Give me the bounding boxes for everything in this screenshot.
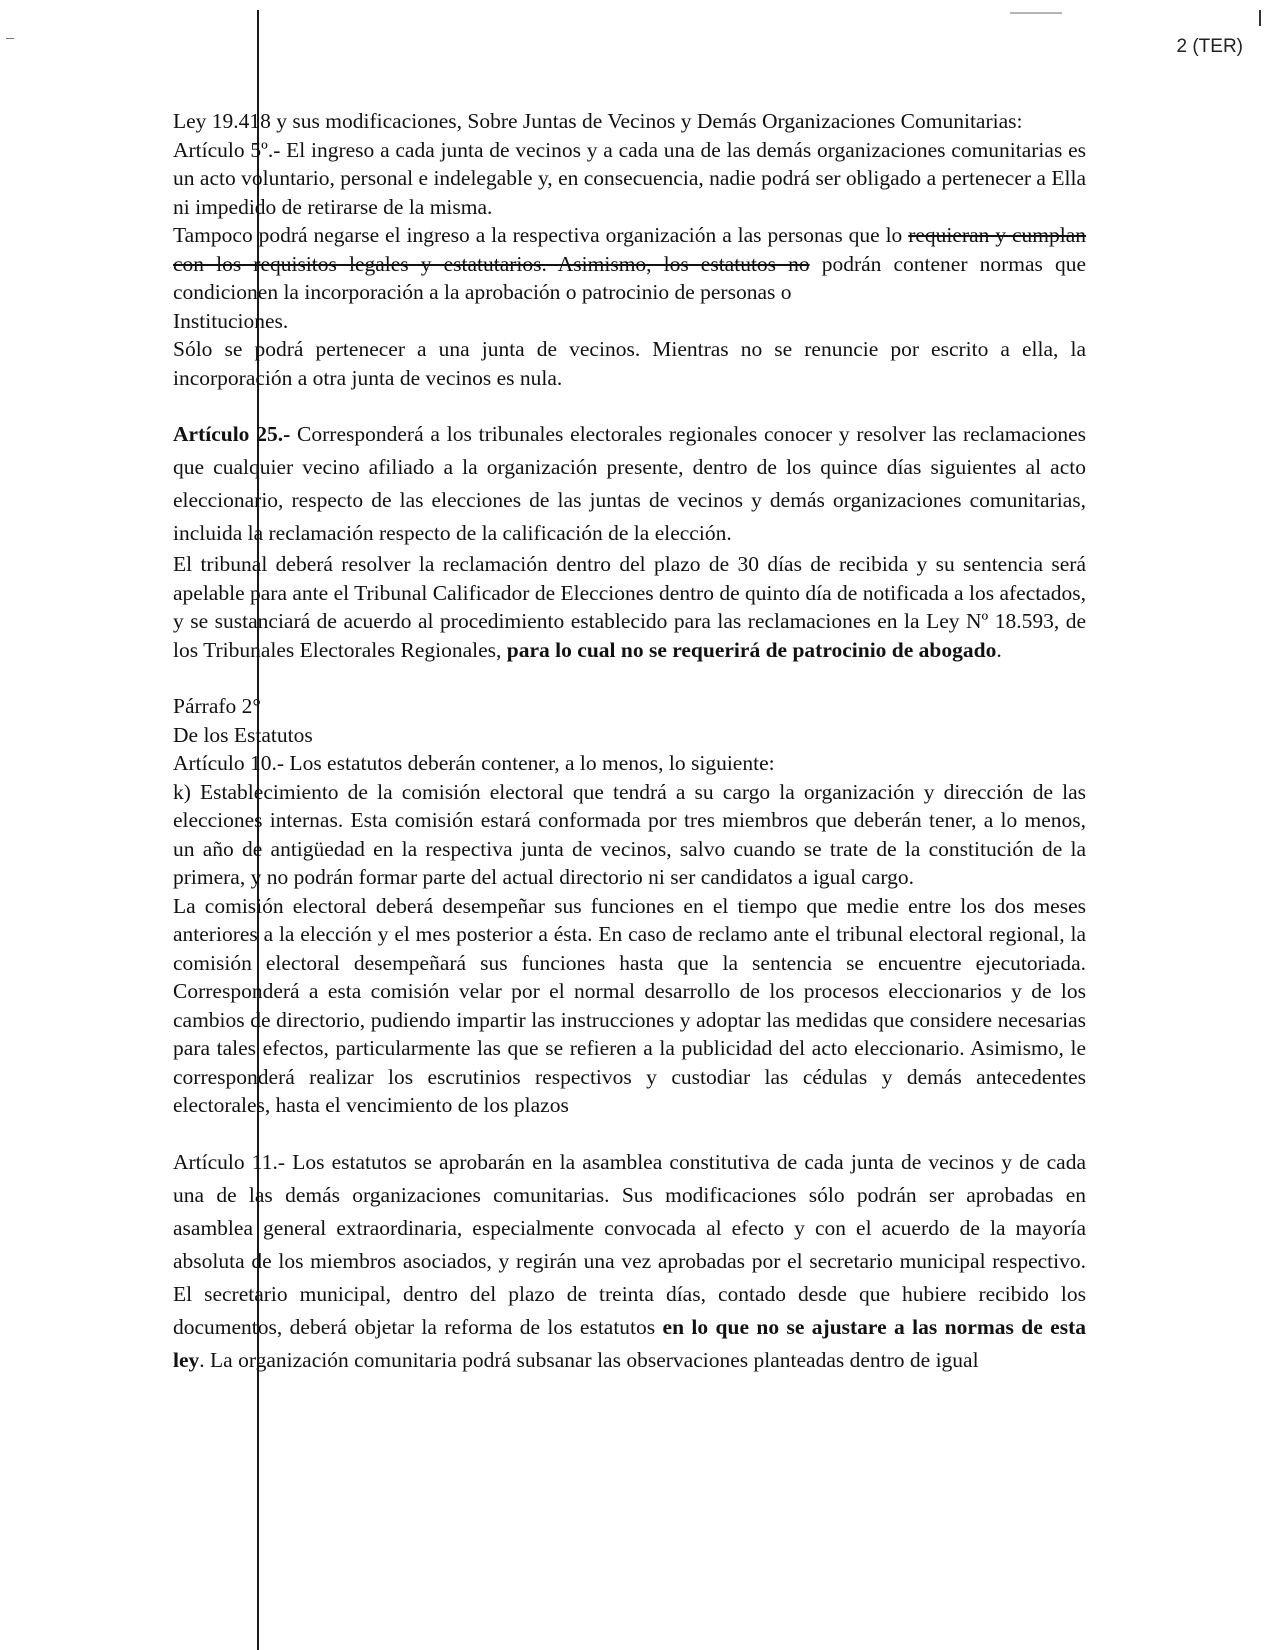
article-5-struck-text: requieran y cumplan con los requisitos legales y estatutarios. Asimismo, los estatutos no [173,223,1087,276]
spacer [173,392,1086,418]
spacer [173,1120,1086,1146]
article-25-paragraph-2 [173,550,1086,664]
article-10-paragraph-2: La comisión electoral deberá desempeñar sus funciones en el tiempo que medie entre los dos meses anteriores a la elección y el mes posterior a ésta. En caso de reclamo ante el tribunal electoral regional, la comisión electoral desempeñará sus funciones hasta que la sentencia se encuentre ejecutoriada. Corresponderá a esta comisión velar por el normal desarrollo de los procesos eleccionarios y de los cambios de directorio, pudiendo impartir las instrucciones y adoptar las medidas que considere necesarias para tales efectos, particularmente las que se refieren a la publicidad del acto eleccionario. Asimismo, le corresponderá realizar los escrutinios respectivos y custodiar las cédulas y demás antecedentes electorales, hasta el vencimiento de los plazos [173,893,1086,1117]
article-11-bold-text: en lo que no se ajustare a las normas de esta ley [173,1314,1087,1372]
scan-mark-left [6,38,14,39]
article-5-paragraph-3: Sólo se podrá pertenecer a una junta de vecinos. Mientras no se renuncie por escrito a ella, la incorporación a otra junta de vecinos es nula. [173,337,1086,390]
article-5-paragraph-2-end: Instituciones. [173,308,289,333]
article-11-text: Artículo 11.- Los estatutos se aprobarán en la asamblea constitutiva de cada junta de vecinos y de cada una de las demás organizaciones comunitarias. Sus modificaciones sólo podrán ser aprobadas en asamblea general extraordinaria, especialmente convocada al efecto y con el acuerdo de la mayoría absoluta de los miembros asociados, y regirán una vez aprobadas por el secretario municipal respectivo. El secretario municipal, dentro del plazo de treinta días, contado desde que hubiere recibido los documentos, deberá objetar la reforma de los estatutos [173,1149,1086,1339]
article-10-item-k: k) Establecimiento de la comisión electoral que tendrá a su cargo la organización y dirección de las elecciones internas. Esta comisión estará conformada por tres miembros que deberán tener, a lo menos, un año de antigüedad en la respectiva junta de vecinos, salvo cuando se trate de la constitución de la primera, y no podrán formar parte del actual directorio ni ser candidatos a igual cargo. [173,779,1086,889]
article-5-paragraph-2-rest: podrán contener normas que condicionen la incorporación a la aprobación o patrocinio de personas o [173,251,1086,304]
article-5-paragraph-2-lead: Tampoco podrá negarse el ingreso a la respectiva organización a las personas que lo [173,223,903,247]
article-11-text-end: . La organización comunitaria podrá subsanar las observaciones planteadas dentro de igual [199,1347,979,1372]
spacer [173,664,1086,692]
article-10-intro: Artículo 10.- Los estatutos deberán contener, a lo menos, lo siguiente: [173,751,775,775]
article-11-paragraph [173,1146,1086,1377]
parrafo-title: De los Estatutos [173,722,313,747]
article-25-text: Corresponderá a los tribunales electorales regionales conocer y resolver las reclamaciones que cualquier vecino afiliado a la organización presente, dentro de los quince días siguientes al acto eleccionario, respecto de las elecciones de las juntas de vecinos y demás organizaciones comunitarias, incluida la reclamación respecto de la calificación de la elección. [173,422,1086,545]
article-25-period: . [996,637,1002,662]
article-25-paragraph-2-text: El tribunal deberá resolver la reclamación dentro del plazo de 30 días de recibida y su sentencia será apelable para ante el Tribunal Calificador de Elecciones dentro de quinto día de notificada a los afectados, y se sustanciará de acuerdo al procedimiento establecido para las reclamaciones en la Ley Nº 18.593, de los Tribunales Electorales Regionales, [173,552,1086,662]
article-25-heading: Artículo 25.- [173,422,291,446]
law-title: Ley 19.418 y sus modificaciones, Sobre Juntas de Vecinos y Demás Organizaciones Comunitarias: [173,109,1023,133]
parrafo-label: Párrafo 2° [173,694,261,718]
article-5-paragraph-1: Artículo 5º.- El ingreso a cada junta de vecinos y a cada una de las demás organizaciones comunitarias es un acto voluntario, personal e indelegable y, en consecuencia, nadie podrá ser obligado a pertenecer a Ella ni impedido de retirarse de la misma. [173,137,1086,219]
scan-mark-edge [1259,10,1261,26]
document-body [173,107,1086,1377]
scan-mark-top [1010,12,1062,14]
page-number: 2 (TER) [1176,36,1243,57]
article-5-paragraph-2 [173,221,1086,307]
article-25-bold-text: para lo cual no se requerirá de patrocinio de abogado [506,637,997,662]
article-25-paragraph-1 [173,418,1086,550]
